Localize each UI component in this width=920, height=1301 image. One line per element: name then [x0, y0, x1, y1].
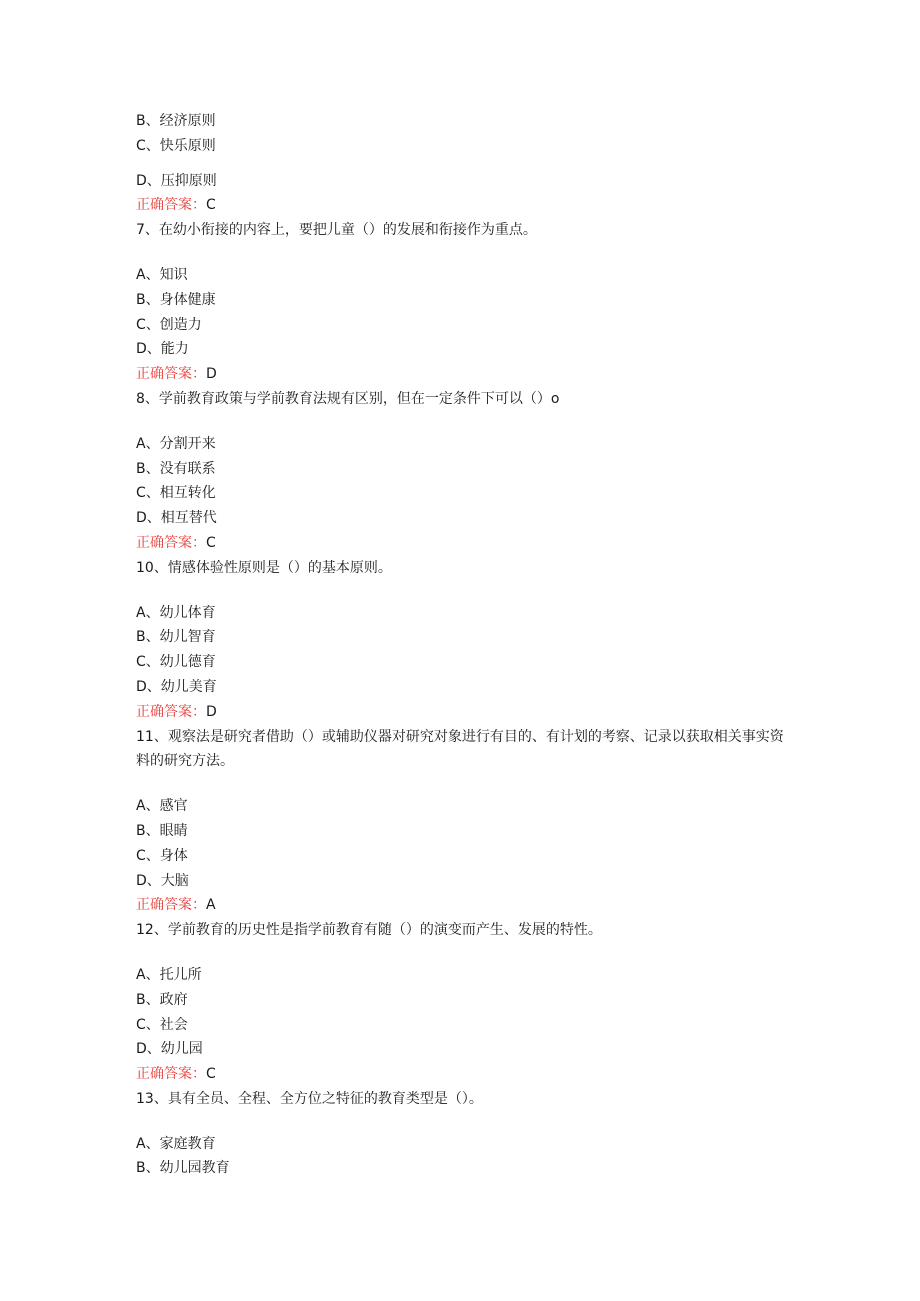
answer-value: D — [206, 366, 217, 383]
option-item: B、政府 — [136, 991, 188, 1008]
option-item: B、幼儿园教育 — [136, 1160, 230, 1177]
correct-answer — [136, 531, 786, 556]
answer-value: C — [206, 1066, 216, 1083]
question-text: 13、具有全员、全程、全方位之特征的教育类型是（）。 — [136, 1090, 483, 1107]
option-item: B、眼睛 — [136, 822, 188, 839]
answer-label: 正确答案： — [136, 1066, 206, 1083]
answer-label: 正确答案： — [136, 197, 206, 214]
document-body — [136, 109, 786, 1181]
option-item: A、感官 — [136, 798, 188, 815]
correct-answer — [136, 362, 786, 387]
option-item: C、社会 — [136, 1016, 188, 1033]
spacer — [136, 943, 786, 963]
spacer — [136, 581, 786, 601]
option-item: C、身体 — [136, 847, 188, 864]
answer-value: C — [206, 197, 216, 214]
option-item: A、分割开来 — [136, 435, 216, 452]
option-item: D、幼儿美育 — [136, 678, 217, 695]
answer-label: 正确答案： — [136, 897, 206, 914]
option-item: B、身体健康 — [136, 291, 216, 308]
correct-answer — [136, 893, 786, 918]
correct-answer — [136, 700, 786, 725]
spacer — [136, 243, 786, 263]
answer-label: 正确答案： — [136, 703, 206, 720]
spacer — [136, 159, 786, 169]
correct-answer — [136, 193, 786, 218]
question-text: 12、学前教育的历史性是指学前教育有随（）的演变而产生、发展的特性。 — [136, 922, 602, 939]
option-item: A、家庭教育 — [136, 1135, 216, 1152]
answer-value: C — [206, 534, 216, 551]
option-item: A、幼儿体育 — [136, 604, 216, 621]
question-text: 11、观察法是研究者借助（）或辅助仪器对研究对象进行有目的、有计划的考察、记录以获取相关事实资料的研究方法。 — [136, 728, 784, 770]
option-item: D、能力 — [136, 341, 189, 358]
answer-label: 正确答案： — [136, 366, 206, 383]
option-item: B、没有联系 — [136, 460, 216, 477]
question-text: 10、情感体验性原则是（）的基本原则。 — [136, 559, 392, 576]
answer-label: 正确答案： — [136, 534, 206, 551]
answer-value: D — [206, 703, 217, 720]
option-item: D、幼儿园 — [136, 1041, 203, 1058]
option-item: C、快乐原则 — [136, 137, 216, 154]
correct-answer — [136, 1062, 786, 1087]
option-item: D、压抑原则 — [136, 172, 217, 189]
question-text: 8、学前教育政策与学前教育法规有区别，但在一定条件下可以（）o — [136, 390, 560, 407]
option-item: B、经济原则 — [136, 113, 216, 129]
option-item: C、相互转化 — [136, 485, 216, 502]
option-item: A、托儿所 — [136, 966, 202, 983]
spacer — [136, 1112, 786, 1132]
spacer — [136, 412, 786, 432]
option-item: D、大脑 — [136, 872, 189, 889]
question-text: 7、在幼小衔接的内容上，要把儿童（）的发展和衔接作为重点。 — [136, 222, 537, 239]
spacer — [136, 774, 786, 794]
option-item: C、创造力 — [136, 316, 202, 333]
option-item: D、相互替代 — [136, 510, 217, 527]
option-item: C、幼儿德育 — [136, 654, 216, 671]
answer-value: A — [206, 897, 216, 914]
option-item: B、幼儿智育 — [136, 629, 216, 646]
option-item: A、知识 — [136, 266, 188, 283]
